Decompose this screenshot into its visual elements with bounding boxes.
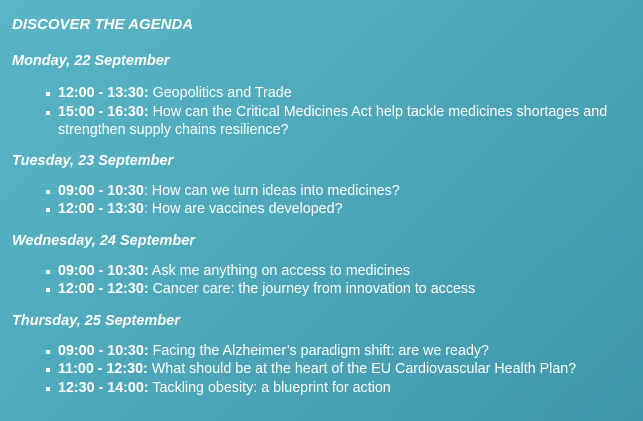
bullet-icon [46, 190, 50, 194]
session-item [12, 84, 637, 103]
agenda-heading: DISCOVER THE AGENDA [12, 16, 194, 33]
session-time: 11:00 - 12:30: [58, 361, 148, 377]
session-title: Tackling obesity: a blueprint for action [152, 379, 391, 396]
session-title: What should be at the heart of the EU Cardiovascular Health Plan? [151, 361, 577, 377]
session-item [12, 379, 637, 398]
session-item [12, 360, 637, 379]
session-time: 12:00 - 13:30 [58, 201, 144, 217]
bullet-icon [46, 387, 50, 391]
session-time: 09:00 - 10:30 [58, 182, 144, 199]
session-item [12, 280, 637, 299]
bullet-icon [46, 368, 50, 372]
bullet-icon [46, 111, 50, 115]
session-title: Geopolitics and Trade [152, 85, 292, 101]
day-heading-thursday: Thursday, 25 September [12, 312, 180, 329]
agenda [12, 16, 637, 397]
bullet-icon [46, 350, 50, 354]
session-title: Cancer care: the journey from innovation to access [152, 281, 476, 297]
bullet-icon [46, 208, 50, 212]
session-title: Ask me anything on access to medicines [151, 262, 411, 279]
session-list-wednesday [12, 262, 637, 299]
session-list-thursday [12, 342, 637, 398]
session-time: 12:30 - 14:00: [58, 379, 149, 396]
day-heading-wednesday: Wednesday, 24 September [12, 232, 195, 249]
session-item [12, 182, 637, 201]
session-item [12, 342, 637, 361]
session-time: 15:00 - 16:30: [58, 103, 149, 120]
session-title: How can the Critical Medicines Act help tackle medicines shortages and strengthen supply chains resilience? [58, 103, 608, 138]
session-title: : How are vaccines developed? [143, 201, 343, 217]
bullet-icon [46, 270, 50, 274]
session-list-tuesday [12, 182, 637, 219]
day-heading-monday: Monday, 22 September [12, 53, 170, 69]
session-time: 09:00 - 10:30: [58, 262, 149, 279]
session-title: Facing the Alzheimer’s paradigm shift: are we ready? [152, 342, 490, 359]
session-time: 12:00 - 13:30: [58, 85, 149, 101]
session-time: 12:00 - 12:30: [58, 281, 149, 297]
bullet-icon [46, 288, 50, 292]
session-list-monday [12, 84, 637, 140]
session-time: 09:00 - 10:30: [58, 342, 149, 359]
session-title: : How can we turn ideas into medicines? [143, 182, 400, 199]
session-item [12, 200, 637, 219]
day-heading-tuesday: Tuesday, 23 September [12, 152, 174, 169]
session-item [12, 103, 637, 140]
session-item [12, 262, 637, 281]
bullet-icon [46, 92, 50, 96]
